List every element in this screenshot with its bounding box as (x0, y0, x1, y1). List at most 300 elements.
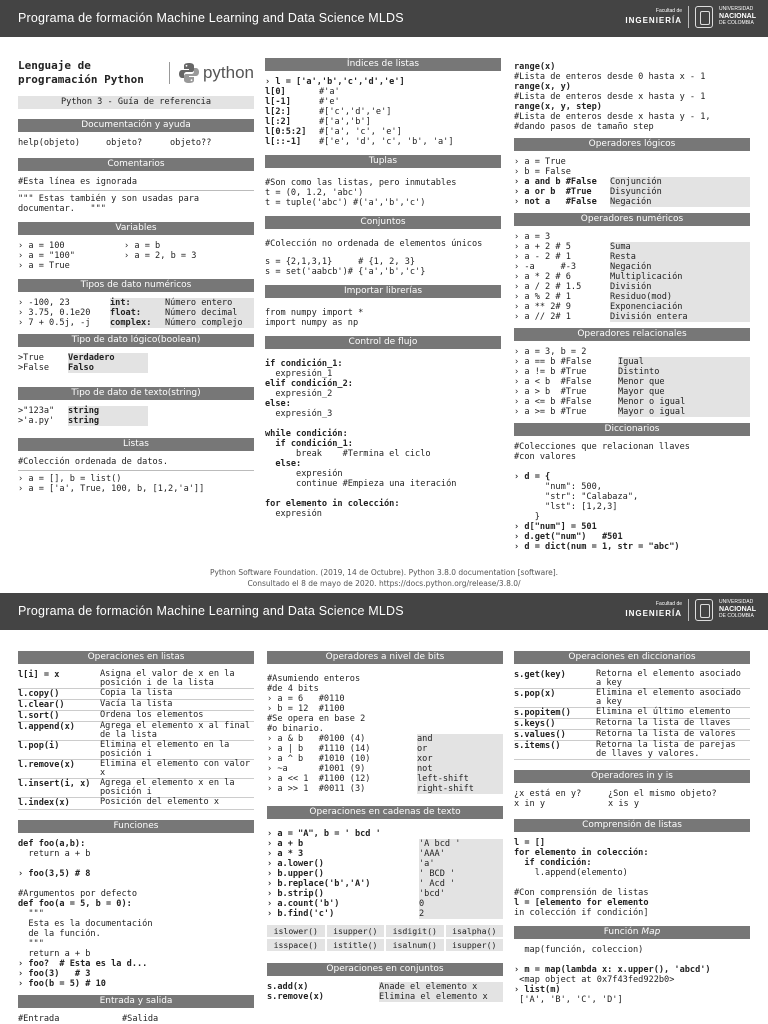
listop-row-desc: Asigna el valor de x en la posición i de la lista (100, 669, 235, 688)
flow-line: break #Termina el ciclo (265, 449, 431, 459)
tuples-line: t = tuple('abc') #('a','b','c') (265, 198, 426, 208)
funcs-line: › foo? # Esta es la d... (18, 958, 148, 969)
relop-row-desc: Menor o igual (618, 397, 750, 407)
listop-row-code: l.remove(x) (18, 760, 75, 771)
relop-row-code: › a = 3, b = 2 (514, 347, 587, 357)
numop-row-code: › a ** 2# 9 (514, 302, 571, 312)
is-answer: x is y (608, 799, 640, 810)
section-dictops-header: Operaciones en diccionarios (514, 651, 750, 664)
dictop-row-code: s.values() (514, 730, 566, 741)
section-map-header (514, 926, 750, 939)
logic-row-desc (610, 167, 750, 177)
logic-row-code: › a = True (514, 157, 566, 167)
lists-line: › a = ['a', True, 100, b, [1,2,'a']] (18, 483, 205, 494)
setops-table (267, 982, 503, 1002)
funcs-line: #Argumentos por defecto (18, 888, 137, 899)
section-numtypes-header: Tipos de dato numéricos (18, 279, 254, 292)
section-flow-header: Control de flujo (265, 336, 501, 349)
range-line: range(x, y) (514, 82, 571, 92)
bits-row-desc: xor (417, 754, 503, 764)
str-row (18, 406, 254, 416)
relop-row-code: › a >= b #True (514, 407, 587, 417)
listop-row (18, 779, 254, 798)
flow-line: expresión_1 (265, 369, 333, 379)
doc-items (18, 138, 254, 148)
comp-line: in colección if condición] (514, 908, 649, 919)
numop-row-desc: Resta (610, 252, 750, 262)
comp-line (514, 878, 750, 888)
logic-row-code: › a and b #False (514, 177, 597, 187)
bits-row (267, 754, 503, 764)
numop-row-code: › a + 2 # 5 (514, 242, 571, 252)
strop-row-code: › a * 3 (267, 849, 304, 859)
bits-code (267, 674, 503, 734)
funcs-line: """ (18, 908, 44, 919)
comp-line: l = [] (514, 838, 546, 849)
logic-row (514, 167, 750, 177)
strop-row-desc: ' Acd ' (419, 879, 503, 889)
section-bits-header: Operadores a nivel de bits (267, 651, 503, 664)
relop-row (514, 407, 750, 417)
bits-row (267, 744, 503, 754)
var-right: › a = 2, b = 3 (124, 250, 197, 261)
comp-code (514, 838, 750, 918)
listop-row-desc: Elimina el elemento con valor x (100, 759, 251, 779)
dict-line: › d = { (514, 472, 551, 482)
funcs-line: › foo(3) # 3 (18, 968, 91, 979)
funcs-code (18, 839, 254, 989)
indices-def: › l = ['a','b','c','d','e'] (265, 77, 405, 87)
logo-univ-label: UNIVERSIDAD (719, 599, 754, 606)
dict-line: "str": "Calabaza", (514, 492, 639, 502)
bits-row (267, 784, 503, 794)
dictop-row-desc: Retorna la lista de llaves (596, 718, 731, 729)
lists-line: › a = [], b = list() (18, 473, 122, 484)
strop-row (267, 899, 503, 909)
string-method-grid (267, 925, 503, 951)
bits-line: › a = 6 #0110 (267, 694, 345, 704)
numop-row (514, 242, 750, 252)
index-expr: l[:2] (265, 117, 291, 127)
numop-row-code: › a * 2 # 6 (514, 272, 571, 282)
banner-title: Programa de formación Machine Learning and Data Science MLDS (18, 604, 404, 618)
listop-row-code: l.sort() (18, 711, 60, 722)
strop-row-desc: 2 (419, 909, 503, 919)
numtype-row (18, 308, 254, 318)
listop-row-desc: Ordena los elementos (100, 710, 204, 721)
listop-row (18, 670, 254, 689)
imports-line: from numpy import * (265, 308, 364, 318)
bits-row (267, 764, 503, 774)
index-row (265, 107, 501, 117)
listops-table (18, 670, 254, 810)
dictops-table (514, 670, 750, 760)
numop-row (514, 262, 750, 272)
python-snake-icon (178, 62, 200, 84)
numops-table (514, 232, 750, 322)
numop-row-desc: Exponenciación (610, 302, 750, 312)
bits-row-code: › ~a #1001 (9) (267, 764, 366, 774)
logic-row-code: › b = False (514, 167, 571, 177)
range-line: #Lista de enteros desde 0 hasta x - 1 (514, 72, 706, 82)
page2-column-1 (18, 651, 254, 1024)
relop-row (514, 397, 750, 407)
numtype-example: › -100, 23 (18, 297, 70, 308)
listop-row-code: l[i] = x (18, 670, 60, 680)
inis-row (514, 789, 750, 799)
section-logic-header: Operadores lógicos (514, 138, 750, 151)
setop-row-code: s.remove(x) (267, 992, 324, 1002)
lists-line: #Colección ordenada de datos. (18, 456, 169, 467)
section-relops-header: Operadores relacionales (514, 328, 750, 341)
comp-line: l.append(elemento) (514, 868, 628, 879)
section-dicts-header: Diccionarios (514, 423, 750, 436)
page1-column-3 (514, 62, 750, 552)
io-output: #Salida (122, 1013, 159, 1024)
numop-row-code: › a / 2 # 1.5 (514, 282, 582, 292)
listop-row (18, 741, 254, 760)
flow-code (265, 359, 501, 519)
listop-row-code: l.insert(i, x) (18, 779, 91, 790)
bits-row-desc: right-shift (417, 784, 503, 794)
dict-line: #Colecciones que relacionan llaves (514, 442, 690, 452)
dict-line: } (514, 512, 540, 522)
section-listops-header: Operaciones en listas (18, 651, 254, 664)
numtype-example: › 3.75, 0.1e20 (18, 307, 91, 318)
python-wordmark: python (202, 63, 254, 83)
doc-item: objeto? (106, 137, 143, 148)
relop-row-code: › a != b #True (514, 367, 587, 377)
section-variables-header: Variables (18, 222, 254, 235)
numop-row-desc: División entera (610, 312, 750, 322)
relops-table (514, 347, 750, 417)
map-line: › list(m) (514, 985, 561, 996)
index-result: #'a' (319, 87, 340, 97)
listop-row (18, 760, 254, 779)
section-inis-header: Operadores in y is (514, 770, 750, 783)
string-method-chip: islower() (267, 925, 325, 937)
strops-table (267, 839, 503, 919)
strop-row (267, 889, 503, 899)
numop-row (514, 292, 750, 302)
numop-row-desc: Suma (610, 242, 750, 252)
var-row (18, 261, 254, 271)
bool-example: >False (18, 362, 50, 373)
index-row (265, 137, 501, 147)
comp-line: if condición: (514, 858, 592, 869)
map-code (514, 945, 750, 1005)
dict-line: "num": 500, (514, 482, 602, 492)
bits-row (267, 734, 503, 744)
strop-row-desc: 0 (419, 899, 503, 909)
bits-row-code: › a & b #0100 (4) (267, 734, 366, 744)
numtype-desc: Número decimal (165, 308, 254, 318)
numop-row (514, 302, 750, 312)
relop-row-desc: Menor que (618, 377, 750, 387)
section-tuples-header: Tuplas (265, 155, 501, 168)
inis-row (514, 799, 750, 809)
logo-faculty-label: Facultad de (655, 600, 683, 607)
numop-row-desc: Multiplicación (610, 272, 750, 282)
listop-row-code: l.clear() (18, 700, 65, 711)
numtype-kind: complex: (110, 318, 165, 328)
bits-row-desc: left-shift (417, 774, 503, 784)
bits-row (267, 774, 503, 784)
flow-line: if condición_1: (265, 439, 353, 449)
listop-row-desc: Posición del elemento x (100, 797, 219, 808)
numop-row (514, 252, 750, 262)
funcs-line: return a + b (18, 848, 91, 859)
index-expr: l[::-1] (265, 137, 302, 147)
relop-row-code: › a > b #True (514, 387, 587, 397)
doc-item: objeto?? (170, 137, 212, 148)
index-result: #['a', 'c', 'e'] (319, 127, 402, 137)
bits-row-code: › a ^ b #1010 (10) (267, 754, 371, 764)
logo-univ-sub: DE COLOMBIA (719, 20, 754, 27)
flow-line: elif condición_2: (265, 379, 353, 389)
str-example: >'a.py' (18, 415, 55, 426)
bits-line: #Se opera en base 2 (267, 714, 366, 724)
numop-row (514, 232, 750, 242)
tuples-line: #Son como las listas, pero inmutables (265, 178, 457, 188)
section-comments-header: Comentarios (18, 158, 254, 171)
numop-row-code: › a % 2 # 1 (514, 292, 571, 302)
var-left: › a = "100" (18, 250, 75, 261)
index-row (265, 87, 501, 97)
listop-row-desc: Elimina el elemento en la posición i (100, 740, 230, 760)
page2-column-2 (267, 651, 503, 1002)
numop-row-desc: División (610, 282, 750, 292)
string-method-chip: isalpha() (446, 925, 504, 937)
university-logo (625, 6, 756, 28)
relop-row (514, 347, 750, 357)
map-header-prefix: Función (603, 927, 642, 938)
section-indices-header: Índices de listas (265, 58, 501, 71)
strop-row (267, 869, 503, 879)
index-result: #['e', 'd', 'c', 'b', 'a'] (319, 137, 454, 147)
flow-line: expresión (265, 469, 343, 479)
logic-row-desc: Negación (610, 197, 750, 207)
relop-row-desc: Mayor o igual (618, 407, 750, 417)
comp-line: for elemento in colección: (514, 848, 649, 859)
strop-row-desc: 'A bcd ' (419, 839, 503, 849)
index-result: #['a','b'] (319, 117, 371, 127)
imports-line: import numpy as np (265, 318, 359, 328)
strop-row (267, 909, 503, 919)
section-funcs-header: Funciones (18, 820, 254, 833)
logic-row (514, 177, 750, 187)
logo-univ-name: NACIONAL (719, 605, 756, 613)
setop-row (267, 982, 503, 992)
setop-row-desc: Anade el elemento x (379, 982, 503, 992)
bits-row-code: › a << 1 #1100 (12) (267, 774, 371, 784)
numop-row (514, 272, 750, 282)
relop-row (514, 387, 750, 397)
logo-faculty-label: Facultad de (655, 7, 683, 14)
citation-line-1: Python Software Foundation. (2019, 14 de Octubre). Python 3.8.0 documentation [software]. (209, 568, 559, 577)
section-sets-header: Conjuntos (265, 216, 501, 229)
bool-example: >True (18, 352, 44, 363)
string-method-chip: isspace() (267, 939, 325, 951)
logo-faculty-name: INGENIERÍA (625, 608, 683, 618)
flow-line: expresión_3 (265, 409, 333, 419)
section-numops-header: Operadores numéricos (514, 213, 750, 226)
listop-row-desc: Agrega el elemento x al final de la lista (100, 721, 251, 741)
bits-row-code: › a | b #1110 (14) (267, 744, 371, 754)
listop-row-code: l.index(x) (18, 798, 70, 809)
bits-line: #de 4 bits (267, 684, 319, 694)
funcs-line: """ (18, 938, 44, 949)
flow-line: for elemento in colección: (265, 499, 400, 509)
funcs-line: return a + b (18, 948, 91, 959)
listop-row (18, 722, 254, 741)
dict-line: "lst": [1,2,3] (514, 502, 618, 512)
dictop-row-desc: Elimina el último elemento (596, 707, 731, 717)
numtype-example: › 7 + 0.5j, -j (18, 317, 91, 328)
var-row (18, 251, 254, 261)
str-desc: string (68, 416, 148, 426)
in-question: ¿x está en y? (514, 789, 582, 800)
sets-line: #Colección no ordenada de elementos únicos (265, 239, 483, 249)
numop-row-desc: Negación (610, 262, 750, 272)
numop-row-desc: Residuo(mod) (610, 292, 750, 302)
logic-row (514, 157, 750, 167)
index-expr: l[0:5:2] (265, 127, 307, 137)
listop-row-code: l.append(x) (18, 722, 75, 733)
logo-univ-label: UNIVERSIDAD (719, 6, 754, 13)
strop-row (267, 879, 503, 889)
comp-line: #Con comprensión de listas (514, 888, 649, 899)
bool-row (18, 363, 254, 373)
funcs-line: de la función. (18, 928, 101, 939)
relop-row-desc (618, 347, 750, 357)
logic-row-code: › not a #False (514, 197, 597, 207)
setop-row-desc: Elimina el elemento x (379, 992, 503, 1002)
section-strops-header: Operaciones en cadenas de texto (267, 806, 503, 819)
index-expr: l[2:] (265, 107, 291, 117)
logic-table (514, 157, 750, 207)
sets-line: s = {2,1,3,1} # {1, 2, 3} (265, 257, 416, 267)
bits-line: #o binario. (267, 724, 324, 734)
bits-row-desc: not (417, 764, 503, 774)
range-line: #Lista de enteros desde x hasta y - 1, (514, 112, 711, 122)
logic-row-desc: Conjunción (610, 177, 750, 187)
dict-code (514, 442, 750, 552)
funcs-line: › foo(b = 5) # 10 (18, 978, 106, 989)
section-bool-header: Tipo de dato lógico(boolean) (18, 334, 254, 347)
numop-row-code: › a // 2# 1 (514, 312, 571, 322)
in-answer: x in y (514, 799, 546, 810)
index-expr: l[-1] (265, 97, 291, 107)
strop-row-code: › b.find('c') (267, 909, 335, 919)
numtype-row (18, 318, 254, 328)
str-row (18, 416, 254, 426)
dictop-row-desc: Retorna la lista de parejas de llaves y valores. (596, 740, 736, 760)
section-lists-header: Listas (18, 438, 254, 451)
flow-line (265, 419, 501, 429)
numtype-desc: Número complejo (165, 318, 254, 328)
tuples-line: t = (0, 1.2, 'abc') (265, 188, 364, 198)
strop-row-desc: ' BCD ' (419, 869, 503, 879)
var-row (18, 241, 254, 251)
listop-row (18, 798, 254, 809)
second-banner (0, 593, 768, 630)
string-method-chip: istitle() (327, 939, 385, 951)
setop-row (267, 992, 503, 1002)
relop-row-code: › a == b #False (514, 357, 592, 367)
range-line: range(x) (514, 62, 556, 72)
relop-row (514, 367, 750, 377)
relop-row-desc: Distinto (618, 367, 750, 377)
bits-line: #Asumiendo enteros (267, 674, 361, 684)
listop-row-desc: Copia la lista (100, 688, 173, 698)
bits-table (267, 734, 503, 794)
map-line: › m = map(lambda x: x.upper(), 'abcd') (514, 965, 711, 976)
doc-item: help(objeto) (18, 137, 81, 148)
page1-column-1 (18, 55, 254, 494)
relop-row-desc: Mayor que (618, 387, 750, 397)
dict-line: › d["num"] = 501 (514, 522, 597, 532)
range-code (514, 62, 750, 132)
dictop-row (514, 689, 750, 708)
io-row (18, 1014, 254, 1024)
numop-row-desc (610, 232, 750, 242)
strop-row (267, 859, 503, 869)
logic-row-desc: Disyunción (610, 187, 750, 197)
citation (0, 567, 768, 589)
comment-line: """ Estas también y son usadas para (18, 193, 200, 204)
funcs-line: Esta es la documentación (18, 918, 153, 929)
funcs-line: › foo(3,5) # 8 (18, 868, 91, 879)
numtype-row (18, 298, 254, 308)
string-method-chip: isupper() (327, 925, 385, 937)
dictop-row-code: s.pop(x) (514, 689, 556, 699)
dictop-row-code: s.items() (514, 741, 561, 752)
numop-row-code: › a = 3 (514, 232, 551, 242)
strops-def: › a = "A", b = ' bcd ' (267, 829, 381, 839)
map-line (514, 955, 750, 965)
logic-row-code: › a or b #True (514, 187, 592, 197)
funcs-line (18, 859, 254, 869)
strop-row (267, 839, 503, 849)
dict-line: #con valores (514, 452, 577, 462)
string-method-chip: isdigit() (386, 925, 444, 937)
university-logo (625, 599, 756, 621)
map-line: map(función, coleccion) (514, 945, 644, 956)
index-expr: l[0] (265, 87, 286, 97)
sets-line: s = set('aabcb')# {'a','b','c'} (265, 267, 426, 277)
dictop-row-code: s.keys() (514, 719, 556, 730)
relop-row (514, 357, 750, 367)
flow-line: continue #Empieza una iteración (265, 479, 457, 489)
str-example: >"123a" (18, 405, 55, 416)
dict-line: › d = dict(num = 1, str = "abc") (514, 542, 680, 552)
language-title-2: programación Python (18, 73, 144, 87)
strop-row (267, 849, 503, 859)
bool-desc: Falso (68, 363, 148, 373)
relop-row (514, 377, 750, 387)
bool-desc: Verdadero (68, 353, 148, 363)
flow-line: else: (265, 459, 302, 469)
setop-row-code: s.add(x) (267, 982, 309, 992)
index-row (265, 127, 501, 137)
strop-row-code: › a.count('b') (267, 899, 340, 909)
strop-row-desc: 'AAA' (419, 849, 503, 859)
logic-row (514, 187, 750, 197)
numop-row-code: › -a #-3 (514, 262, 577, 272)
language-header (18, 59, 254, 88)
bits-row-code: › a >> 1 #0011 (3) (267, 784, 366, 794)
